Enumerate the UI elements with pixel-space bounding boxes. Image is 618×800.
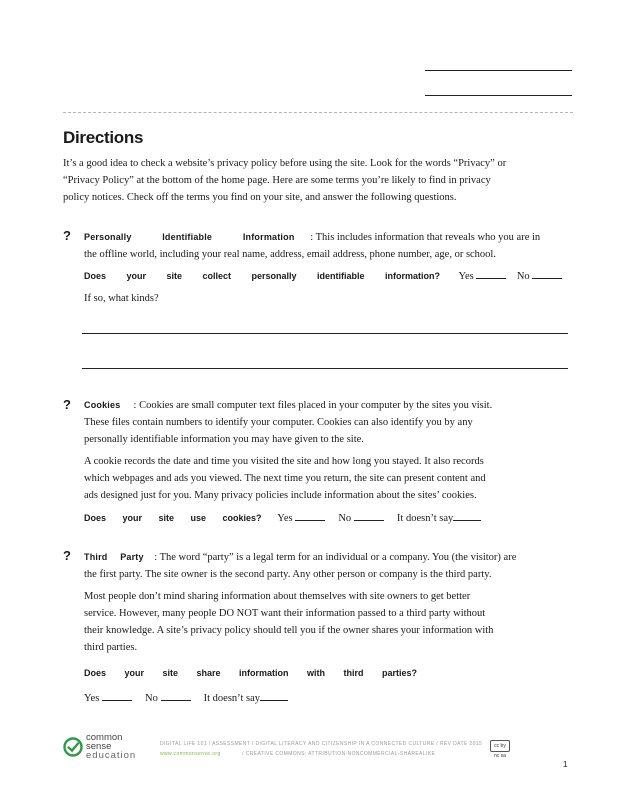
third-party-para2-line-3: their knowledge. A site’s privacy policy should tell you if the owner shares your information with (84, 625, 494, 636)
third-party-para2-line-4: third parties. (84, 642, 138, 653)
intro-line-2: “Privacy Policy” at the bottom of the home page. Here are some terms you’re likely to find in privacy (63, 175, 491, 186)
logo-line-1: common (86, 732, 123, 743)
pii-answer-line-1[interactable] (82, 333, 568, 334)
date-line[interactable] (425, 95, 572, 96)
pii-line-1 (84, 229, 540, 246)
cookies-term: Cookies (84, 400, 121, 410)
cookies-yes-label: Yes (277, 513, 293, 524)
pii-term: Personally Identifiable Information (84, 232, 295, 242)
third-party-para2-line-1: Most people don’t mind sharing information about themselves with site owners to get better (84, 591, 471, 602)
third-party-term: Third Party (84, 552, 144, 562)
cookies-no-label: No (338, 513, 352, 524)
creative-commons-badge: cc by nc sa (490, 740, 510, 752)
checkmark-circle-icon (63, 737, 83, 757)
pii-question: Does your site collect personally identifiable information? (84, 271, 441, 281)
cookies-para2-line-1: A cookie records the date and time you visited the site and how long you stayed. It also records (84, 456, 484, 467)
third-party-answer-row (84, 690, 288, 707)
footer-credit-line-2 (160, 751, 435, 757)
pii-definition: : This includes information that reveals who you are in (310, 232, 541, 243)
third-party-definition: : The word “party” is a legal term for an individual or a company. You (the visitor) are (154, 552, 517, 563)
third-party-no-blank[interactable] (161, 691, 191, 701)
third-party-yes-label: Yes (84, 693, 100, 704)
third-party-yes-blank[interactable] (102, 691, 132, 701)
pii-yes-blank[interactable] (476, 269, 506, 279)
cookies-line-2: These files contain numbers to identify your computer. Cookies can also identify you by any (84, 417, 473, 428)
footer-credit-line-1: DIGITAL LIFE 101 / ASSESSMENT / DIGITAL LITERACY AND CITIZENSHIP IN A CONNECTED CULTURE / REV DATE 2015 (160, 741, 483, 747)
cookies-line-3: personally identifiable information you may have given to the site. (84, 434, 364, 445)
footer-website-link[interactable]: www.commonsense.org (160, 751, 221, 757)
third-party-para2-line-2: service. However, many people DO NOT want their information passed to a third party without (84, 608, 486, 619)
logo-line-3: education (86, 750, 137, 761)
common-sense-logo (63, 733, 153, 771)
cookies-question-row (84, 510, 481, 527)
intro-line-1: It’s a good idea to check a website’s privacy policy before using the site. Look for the words “Privacy” or (63, 158, 507, 169)
logo-line-2: sense (86, 741, 112, 752)
pii-checkbox-icon[interactable]: ? (63, 228, 71, 243)
cookies-dontsay-blank[interactable] (453, 511, 481, 521)
third-party-checkbox-icon[interactable]: ? (63, 548, 71, 563)
pii-question-row (84, 268, 562, 285)
third-party-dontsay-label: It doesn’t say (203, 693, 261, 704)
cookies-line-1 (84, 397, 492, 414)
pii-line-2: the offline world, including your real name, address, email address, phone number, age, or school. (84, 249, 496, 260)
intro-line-3: policy notices. Check off the terms you find on your site, and answer the following questions. (63, 192, 457, 203)
third-party-line-2: the first party. The site owner is the second party. Any other person or company is the third party. (84, 569, 492, 580)
third-party-dontsay-blank[interactable] (260, 691, 288, 701)
cookies-definition: : Cookies are small computer text files placed in your computer by the sites you visit. (133, 400, 493, 411)
third-party-line-1 (84, 549, 516, 566)
third-party-question: Does your site share information with third parties? (84, 668, 418, 678)
cookies-no-blank[interactable] (354, 511, 384, 521)
pii-no-label: No (516, 271, 530, 282)
footer-license-text: / CREATIVE COMMONS: ATTRIBUTION-NONCOMMERCIAL-SHAREALIKE (242, 751, 436, 757)
cookies-para2-line-3: ads designed just for you. Many privacy policies include information about the sites’ cookies. (84, 490, 477, 501)
third-party-no-label: No (145, 693, 158, 704)
cookies-para2-line-2: which webpages and ads you viewed. The next time you return, the site can present content and (84, 473, 486, 484)
logo-wordmark (86, 733, 136, 760)
cookies-dontsay-label: It doesn’t say (396, 513, 454, 524)
pii-no-blank[interactable] (532, 269, 562, 279)
pii-yes-label: Yes (458, 271, 474, 282)
page-number: 1 (563, 760, 568, 769)
page-title: Directions (63, 128, 144, 147)
pii-followup: If so, what kinds? (84, 293, 159, 304)
pii-answer-line-2[interactable] (82, 368, 568, 369)
cookies-checkbox-icon[interactable]: ? (63, 397, 71, 412)
cookies-yes-blank[interactable] (295, 511, 325, 521)
cookies-question: Does your site use cookies? (84, 513, 262, 523)
header-divider (63, 112, 573, 113)
name-line[interactable] (425, 70, 572, 71)
